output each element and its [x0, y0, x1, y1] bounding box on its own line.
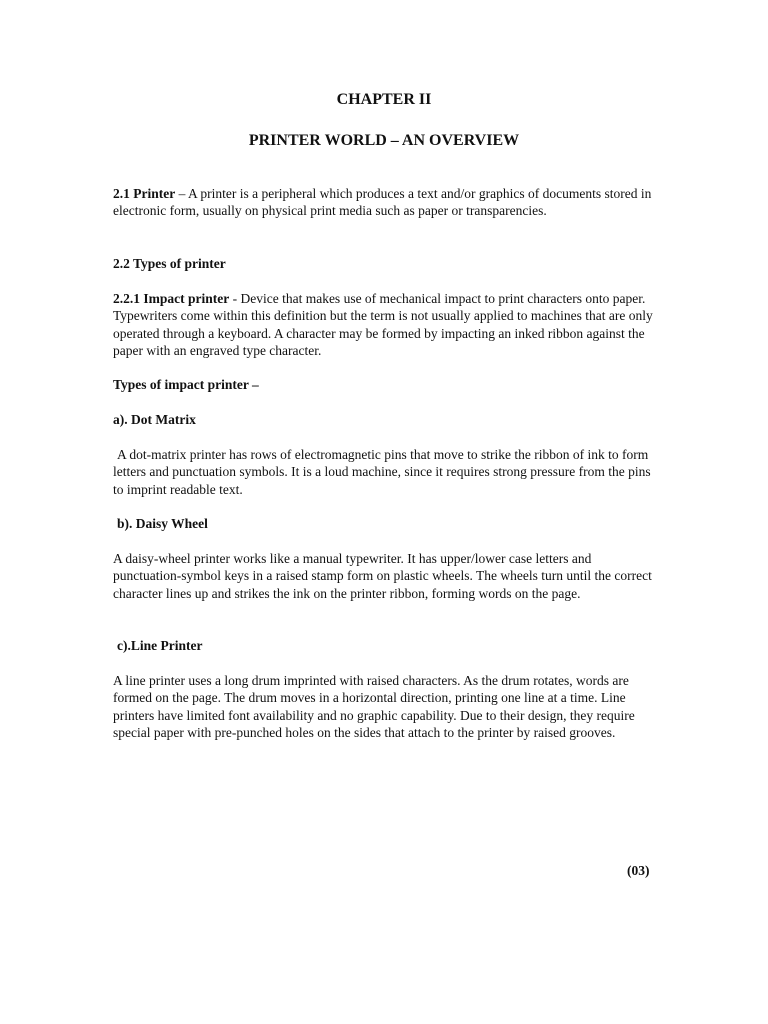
- section-2-1-text: – A printer is a peripheral which produces a text and/or graphics of documents stored in electronic form, usually on physical print media such as paper or transparencies.: [113, 186, 652, 219]
- section-2-2-1-heading: 2.2.1 Impact printer: [113, 291, 230, 306]
- section-2-2-heading-text: 2.2 Types of printer: [113, 256, 226, 271]
- daisy-wheel-heading-text: b). Daisy Wheel: [117, 516, 208, 531]
- daisy-wheel-heading: [113, 515, 661, 532]
- daisy-wheel-paragraph: A daisy-wheel printer works like a manual typewriter. It has upper/lower case letters and punctuation-symbol keys in a raised stamp form on plastic wheels. The wheels turn until the correct character lines up and strikes the ink on the printer ribbon, forming words on the page.: [113, 551, 652, 601]
- section-2-2-1-paragraph: [113, 290, 661, 360]
- impact-types-heading-text: Types of impact printer –: [113, 377, 259, 392]
- section-2-1-paragraph: [113, 185, 661, 220]
- section-2-2-1-text: - Device that makes use of mechanical impact to print characters onto paper. Typewriters come within this definition but the term is not usually applied to machines that are only operated through a keyboard. A character may be formed by impacting an inked ribbon against the paper with an engraved type character.: [113, 291, 653, 359]
- section-2-2-heading: [113, 255, 661, 272]
- dot-matrix-heading-text: a). Dot Matrix: [113, 412, 196, 427]
- line-printer-heading: [113, 637, 661, 654]
- chapter-title: PRINTER WORLD – AN OVERVIEW: [248, 132, 520, 149]
- line-printer-heading-text: c).Line Printer: [117, 638, 203, 653]
- impact-types-heading: [113, 376, 661, 393]
- line-printer-paragraph: A line printer uses a long drum imprinted with raised characters. As the drum rotates, words are formed on the page. The drum moves in a horizontal direction, printing one line at a time. Line printers have limited font availability and no graphic capability. Due to their design, they require special paper with pre-punched holes on the sides that attach to the printer by raised grooves.: [113, 673, 635, 741]
- chapter-number: CHAPTER II: [336, 91, 432, 108]
- page-number: (03): [627, 863, 650, 878]
- dot-matrix-paragraph: A dot-matrix printer has rows of electromagnetic pins that move to strike the ribbon of ink to form letters and punctuation symbols. It is a loud machine, since it requires strong pressure from the pins to imprint readable text.: [113, 447, 651, 497]
- dot-matrix-heading: [113, 411, 661, 428]
- section-2-1-heading: 2.1 Printer: [113, 186, 176, 201]
